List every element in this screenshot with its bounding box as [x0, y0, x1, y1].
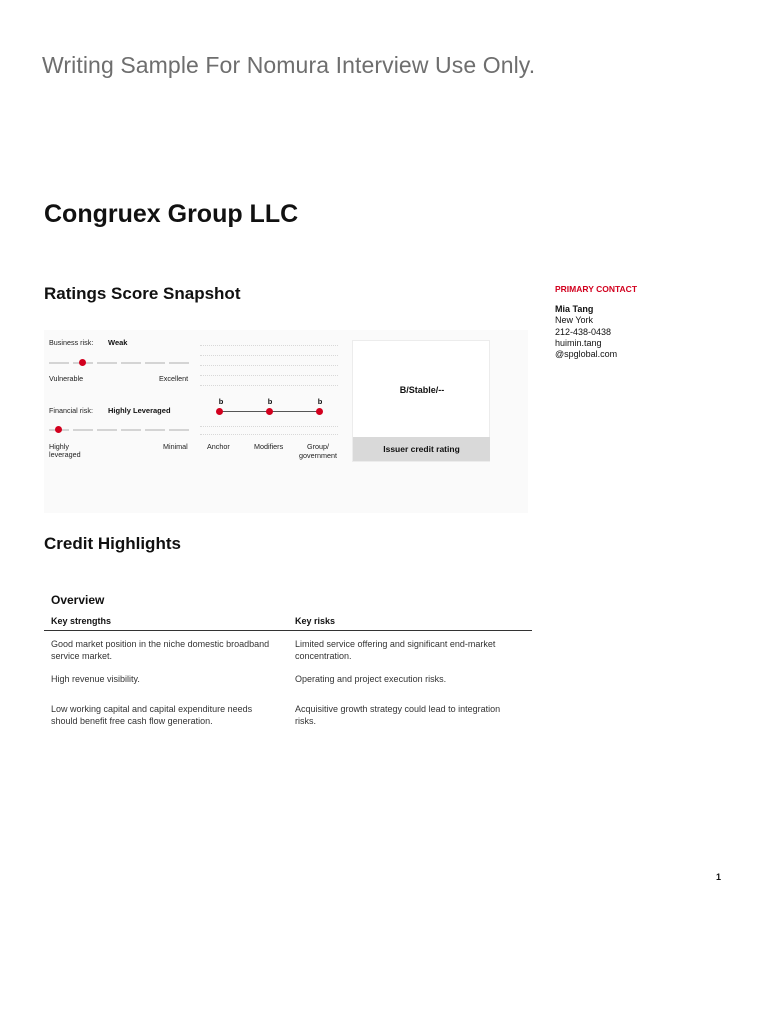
business-risk-label: Business risk:: [49, 338, 94, 347]
financial-risk-value: Highly Leveraged: [108, 406, 171, 415]
business-risk-scale: [49, 359, 191, 367]
modifiers-marker: [266, 408, 273, 415]
risk-cell: Operating and project execution risks.: [295, 674, 447, 684]
strength-cell: Good market position in the niche domestic broadband service market.: [51, 639, 270, 661]
contact-email-2: @spglobal.com: [555, 349, 618, 360]
group-label-2: government: [299, 451, 337, 460]
credit-highlights-title: Credit Highlights: [44, 534, 181, 553]
primary-contact: [555, 284, 637, 360]
modifiers-label: Modifiers: [254, 442, 284, 451]
contact-name: Mia Tang: [555, 304, 594, 315]
group-marker: [316, 408, 323, 415]
group-label-1: Group/: [307, 442, 329, 451]
contact-phone: 212-438-0438: [555, 326, 612, 337]
contact-heading: PRIMARY CONTACT: [555, 284, 638, 294]
page-number: 1: [716, 872, 722, 882]
financial-scale-low-2: leveraged: [49, 450, 81, 459]
strength-cell: Low working capital and capital expenditure needs should benefit free cash flow generation.: [51, 704, 253, 726]
financial-risk-scale: [49, 426, 191, 434]
snapshot-title: Ratings Score Snapshot: [44, 284, 241, 303]
business-risk-marker: [79, 359, 86, 366]
financial-scale-high: Minimal: [163, 442, 188, 451]
watermark-text: Writing Sample For Nomura Interview Use Only.: [42, 52, 536, 78]
issuer-rating-value: B/Stable/--: [399, 385, 445, 395]
group-value: b: [317, 397, 323, 406]
key-risks-header: Key risks: [295, 616, 336, 626]
table-header-rule: [44, 630, 532, 631]
risk-cell: Limited service offering and significant end-market concentration.: [295, 639, 496, 661]
contact-email-1: huimin.tang: [555, 337, 602, 348]
contact-city: New York: [555, 315, 594, 326]
financial-risk-label: Financial risk:: [49, 406, 93, 415]
financial-risk-marker: [55, 426, 62, 433]
business-scale-low: Vulnerable: [49, 374, 84, 383]
business-scale-high: Excellent: [159, 374, 189, 383]
strength-cell: High revenue visibility.: [51, 674, 140, 684]
anchor-label: Anchor: [207, 442, 230, 451]
anchor-marker: [216, 408, 223, 415]
key-strengths-header: Key strengths: [51, 616, 112, 626]
issuer-rating-label: Issuer credit rating: [353, 437, 490, 461]
business-risk-value: Weak: [108, 338, 128, 347]
company-title: Congruex Group LLC: [44, 200, 299, 228]
risk-cell: Acquisitive growth strategy could lead to integration risks.: [295, 704, 501, 726]
financial-scale-low-1: Highly: [49, 442, 69, 451]
overview-heading: Overview: [51, 593, 105, 607]
anchor-value: b: [218, 397, 224, 406]
modifiers-value: b: [267, 397, 273, 406]
issuer-rating-box: [352, 340, 490, 462]
